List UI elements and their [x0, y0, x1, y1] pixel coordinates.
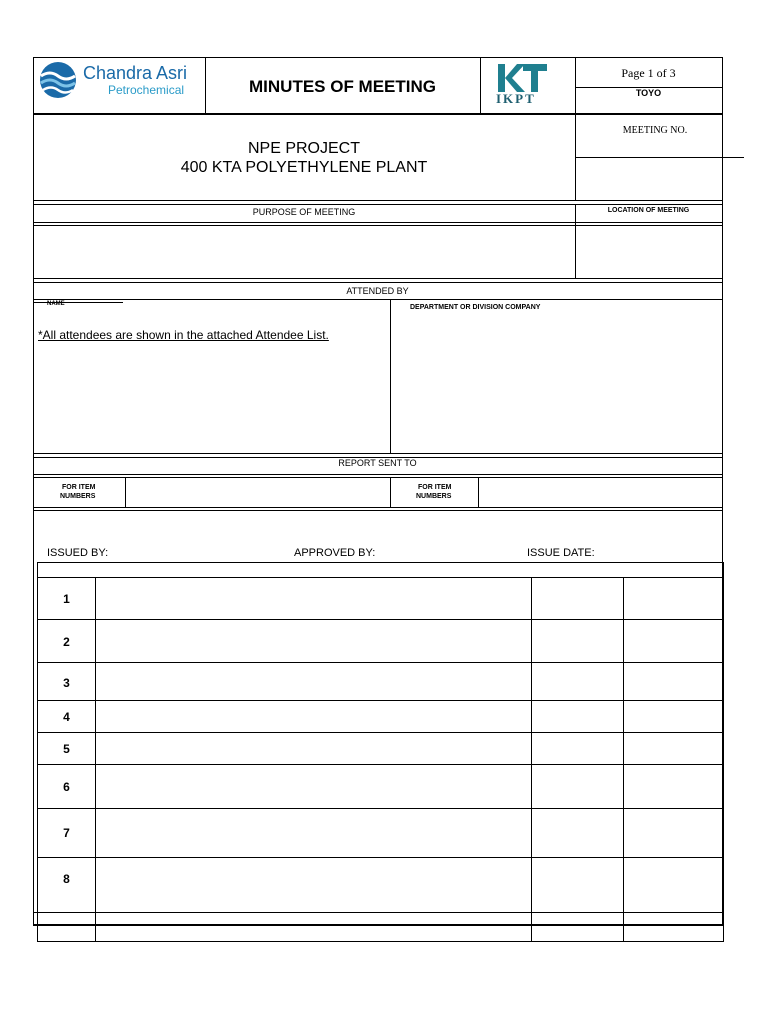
item-number-6: 6: [63, 780, 70, 794]
company-sub: Petrochemical: [108, 83, 185, 97]
dept-column-label: DEPARTMENT OR DIVISION COMPANY: [410, 304, 541, 311]
item-number-1: 1: [63, 592, 70, 606]
item-number-8: 8: [63, 872, 70, 886]
attended-label: ATTENDED BY: [346, 286, 409, 296]
item-number-2: 2: [63, 635, 70, 649]
partner-logo: [488, 60, 568, 110]
location-field[interactable]: [576, 226, 721, 277]
numbers-label-left: NUMBERS: [60, 493, 96, 500]
contractor-label: TOYO: [635, 88, 662, 98]
item-number-5: 5: [63, 742, 70, 756]
report-field-left[interactable]: [126, 478, 389, 506]
company-logo: [38, 59, 202, 109]
for-item-label-left: FOR ITEM: [62, 484, 96, 491]
location-label: LOCATION OF MEETING: [607, 207, 690, 214]
report-field-right[interactable]: [479, 478, 721, 506]
project-name: NPE PROJECT: [247, 140, 360, 157]
item-number-7: 7: [63, 826, 70, 840]
project-plant: 400 KTA POLYETHYLENE PLANT: [180, 159, 428, 176]
for-item-label-right: FOR ITEM: [418, 484, 452, 491]
report-label: REPORT SENT TO: [338, 458, 417, 468]
meeting-no-label: MEETING NO.: [622, 125, 688, 136]
numbers-label-right: NUMBERS: [416, 493, 452, 500]
page-label: Page 1 of 3: [621, 66, 676, 80]
approved-by-label: APPROVED BY:: [294, 547, 376, 559]
company-name: Chandra Asri: [83, 63, 188, 83]
company-logo-icon: [38, 60, 78, 100]
item-number-4: 4: [63, 710, 70, 724]
issued-by-label: ISSUED BY:: [47, 547, 109, 559]
doc-title: MINUTES OF MEETING: [249, 77, 436, 96]
item-number-3: 3: [63, 676, 70, 690]
kt-logo-icon: [496, 62, 548, 94]
purpose-label: PURPOSE OF MEETING: [252, 207, 356, 217]
partner-name: IKPT: [496, 91, 536, 106]
purpose-field[interactable]: [34, 226, 574, 277]
attendee-note: *All attendees are shown in the attached Attendee List.: [38, 328, 329, 342]
issue-date-label: ISSUE DATE:: [527, 547, 595, 559]
name-column-label: NAME: [47, 301, 65, 307]
